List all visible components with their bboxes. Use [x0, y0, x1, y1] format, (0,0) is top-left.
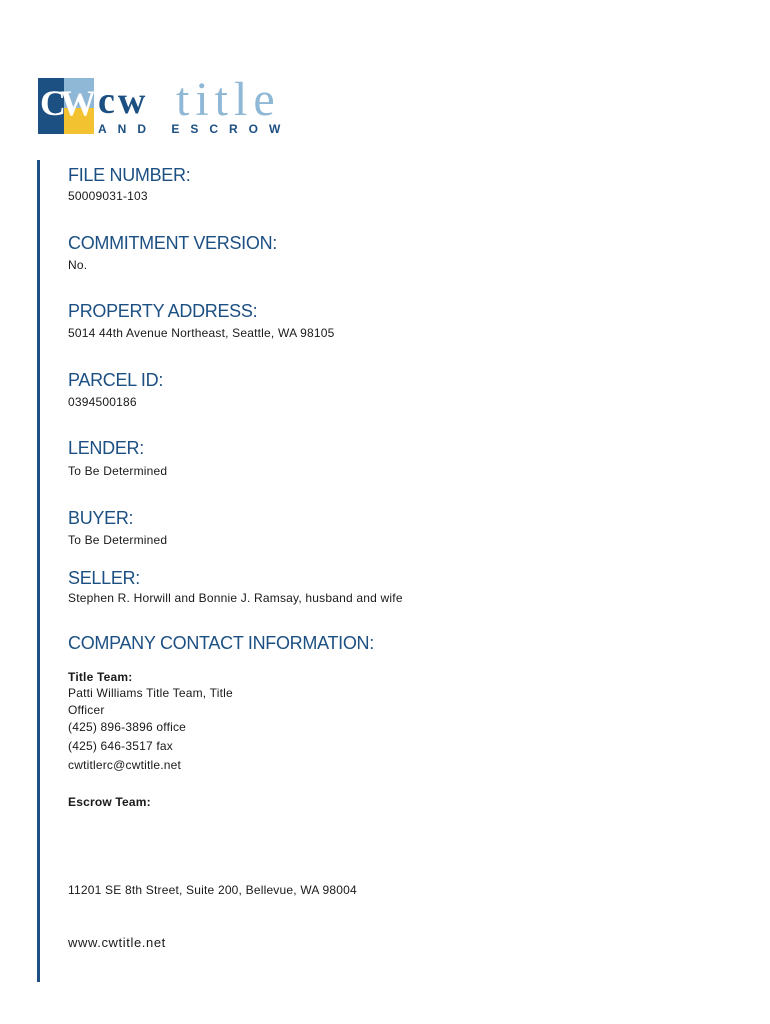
- logo-name-bold: cw: [98, 80, 149, 122]
- property-address-heading: PROPERTY ADDRESS:: [68, 301, 258, 321]
- title-team-line2: Officer: [68, 703, 105, 717]
- lender-value: To Be Determined: [68, 464, 168, 478]
- title-team-label: Title Team:: [68, 670, 133, 684]
- office-address: 11201 SE 8th Street, Suite 200, Bellevue, WA 98004: [68, 883, 357, 897]
- left-accent-bar: [37, 160, 40, 982]
- file-number-value: 50009031-103: [68, 189, 148, 203]
- logo-mark-letters: CW: [40, 83, 90, 123]
- parcel-id-value: 0394500186: [68, 395, 137, 409]
- buyer-heading: BUYER:: [68, 508, 134, 528]
- logo-name-light: title: [176, 73, 281, 126]
- contact-email[interactable]: cwtitlerc@cwtitle.net: [68, 758, 182, 772]
- lender-heading: LENDER:: [68, 438, 144, 458]
- seller-heading: SELLER:: [68, 568, 140, 588]
- commitment-version-value: No.: [68, 258, 88, 272]
- seller-value: Stephen R. Horwill and Bonnie J. Ramsay, husband and wife: [68, 591, 403, 605]
- phone-office: (425) 896-3896 office: [68, 720, 187, 734]
- phone-fax: (425) 646-3517 fax: [68, 739, 174, 753]
- logo-subtitle: AND ESCROW: [98, 122, 292, 136]
- property-address-value: 5014 44th Avenue Northeast, Seattle, WA 98105: [68, 326, 335, 340]
- file-number-heading: FILE NUMBER:: [68, 165, 191, 185]
- buyer-value: To Be Determined: [68, 533, 168, 547]
- company-logo: [38, 73, 308, 140]
- parcel-id-heading: PARCEL ID:: [68, 370, 164, 390]
- contact-heading: COMPANY CONTACT INFORMATION:: [68, 633, 374, 653]
- commitment-version-heading: COMMITMENT VERSION:: [68, 233, 277, 253]
- logo-mark: [38, 78, 94, 134]
- website-link[interactable]: www.cwtitle.net: [68, 935, 166, 950]
- escrow-team-label: Escrow Team:: [68, 795, 151, 809]
- title-team-line1: Patti Williams Title Team, Title: [68, 686, 233, 700]
